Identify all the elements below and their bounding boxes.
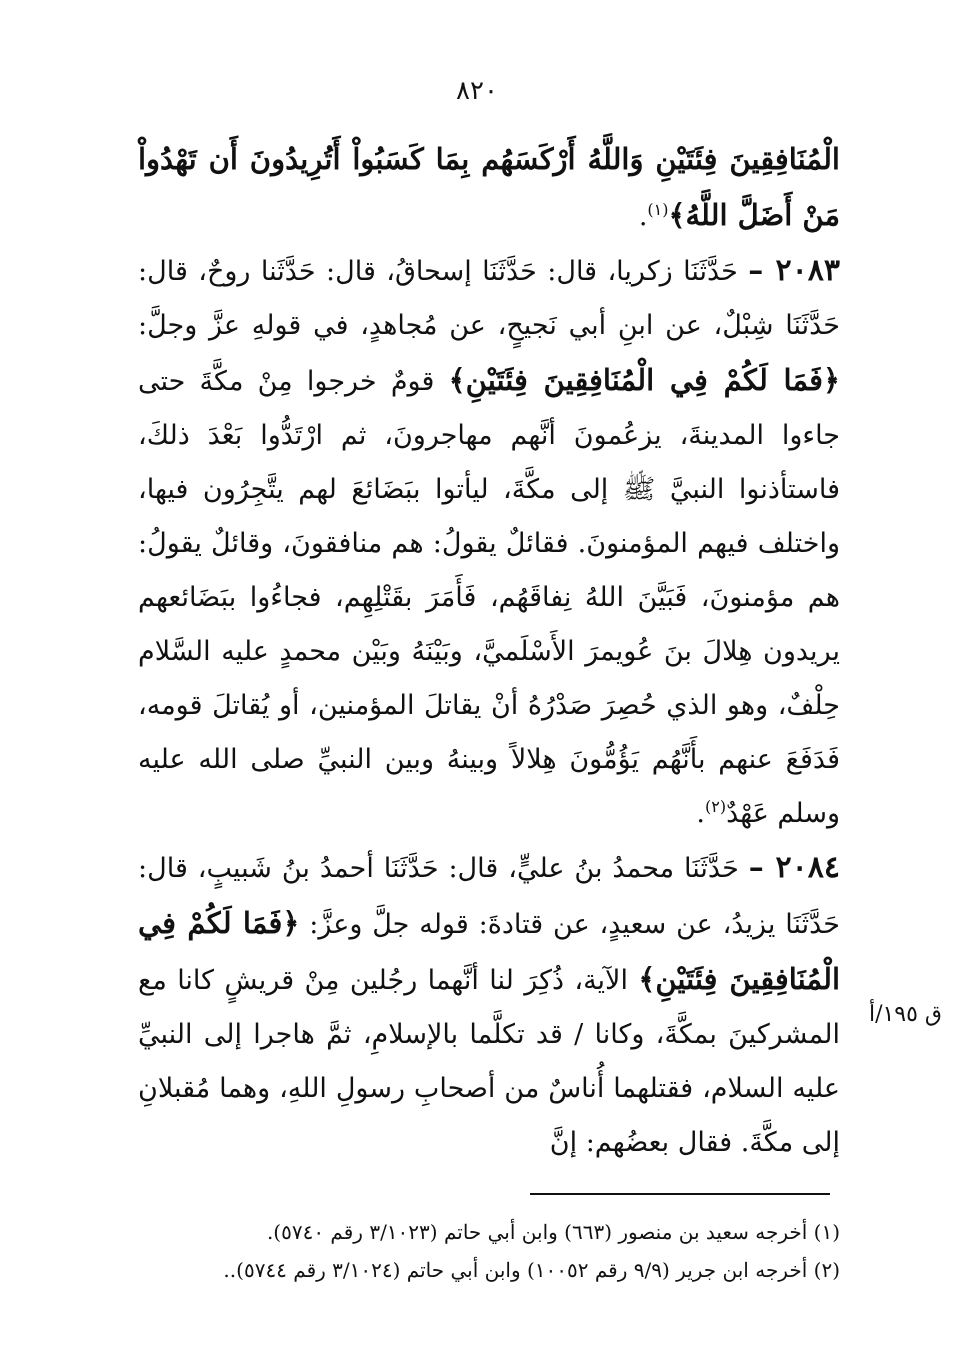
footnotes bbox=[138, 1213, 840, 1289]
sentence-end: . bbox=[638, 201, 648, 232]
hadith-2084-matn: الآية، ذُكِرَ لنا أنَّهما رجُلين مِنْ قريشٍ كانا مع المشركينَ بمكَّةَ، وكانا / قد تكلَّما بالإسلامِ، ثمَّ هاجرا إلى النبيِّ عليه السلام، فقتلهما أُناسٌ من أصحابِ رسولِ اللهِ، وهما مُقبلانِ إلى مكَّةَ. فقال بعضُهم: إنَّ bbox=[138, 965, 840, 1158]
page-number: ٨٢٠ bbox=[456, 76, 498, 106]
footnote-divider bbox=[530, 1193, 830, 1195]
paragraph-quran-continuation bbox=[138, 132, 840, 244]
hadith-2083-matn: قومٌ خرجوا مِنْ مكَّةَ حتى جاءوا المدينةَ، يزعُمونَ أنَّهم مهاجرونَ، ثم ارْتَدُّوا بَعْدَ ذلكَ، فاستأذنوا النبيَّ ﷺ إلى مكَّةَ، ليأتوا ببَضَائعَ لهم يتَّجِرُون فيها، واختلف فيهم المؤمنونَ. فقائلٌ يقولُ: هم منافقونَ، وقائلٌ يقولُ: هم مؤمنونَ، فَبَيَّنَ اللهُ نِفاقَهُم، فَأَمَرَ بقَتْلِهِم، فجاءُوا ببَضَائعهم يريدون هِلالَ بنَ عُويمرَ الأَسْلَميَّ، وبَيْنَهُ وبَيْن محمدٍ عليه السَّلام حِلْفٌ، وهو الذي حُصِرَ صَدْرُهُ أنْ يقاتلَ المؤمنين، أو يُقاتلَ قومه، فَدَفَعَ عنهم بأَنَّهُم يَؤُمُّونَ هِلالاً وبينهُ وبين النبيِّ صلى الله عليه وسلم عَهْدٌ bbox=[138, 366, 840, 829]
quran-verse: ﴿فَمَا لَكُمْ فِي الْمُنَافِقِينَ فِئَتَيْنِ﴾ bbox=[448, 363, 840, 397]
sentence-end: . bbox=[696, 798, 706, 829]
hadith-number-2083: ٢٠٨٣ – bbox=[748, 253, 840, 288]
manuscript-folio-note: ق ١٩٥/أ bbox=[868, 1002, 942, 1027]
hadith-2084-isnad: حَدَّثَنَا محمدُ بنُ عليٍّ، قال: حَدَّثَنَا أحمدُ بنُ شَبيبٍ، قال: حَدَّثَنَا يزيدُ، عن سعيدٍ، عن قتادةَ: قوله جلَّ وعزَّ: bbox=[138, 853, 840, 940]
footnote-ref-2: (٢) bbox=[705, 797, 727, 816]
hadith-2083 bbox=[138, 244, 840, 841]
hadith-number-2084: ٢٠٨٤ – bbox=[748, 850, 840, 885]
hadith-2083-isnad: حَدَّثَنَا زكريا، قال: حَدَّثَنَا إسحاقُ، قال: حَدَّثَنا روحٌ، قال: حَدَّثَنَا شِبْلٌ، عن ابنِ أبي نَجيحٍ، عن مُجاهدٍ، في قولهِ عزَّ وجلَّ: bbox=[138, 256, 840, 341]
quran-verse: الْمُنَافِقِينَ فِئَتَيْنِ وَاللَّهُ أَرْكَسَهُم بِمَا كَسَبُواْ أَتُرِيدُونَ أَن تَهْدُواْ مَنْ أَضَلَّ اللَّهُ﴾ bbox=[138, 142, 840, 232]
footnote-2: (٢) أخرجه ابن جرير (٩/٩ رقم ١٠٠٥٢) وابن أبي حاتم (٣/١٠٢٤ رقم ٥٧٤٤).. bbox=[223, 1258, 840, 1282]
hadith-2084 bbox=[138, 841, 840, 1170]
footnote-1: (١) أخرجه سعيد بن منصور (٦٦٣) وابن أبي حاتم (٣/١٠٢٣ رقم ٥٧٤٠). bbox=[266, 1220, 840, 1244]
quran-verse: ﴿فَمَا لَكُمْ فِي الْمُنَافِقِينَ فِئَتَيْنِ﴾ bbox=[138, 906, 841, 996]
footnote-ref-1: (١) bbox=[647, 200, 669, 219]
main-text bbox=[138, 132, 840, 1170]
